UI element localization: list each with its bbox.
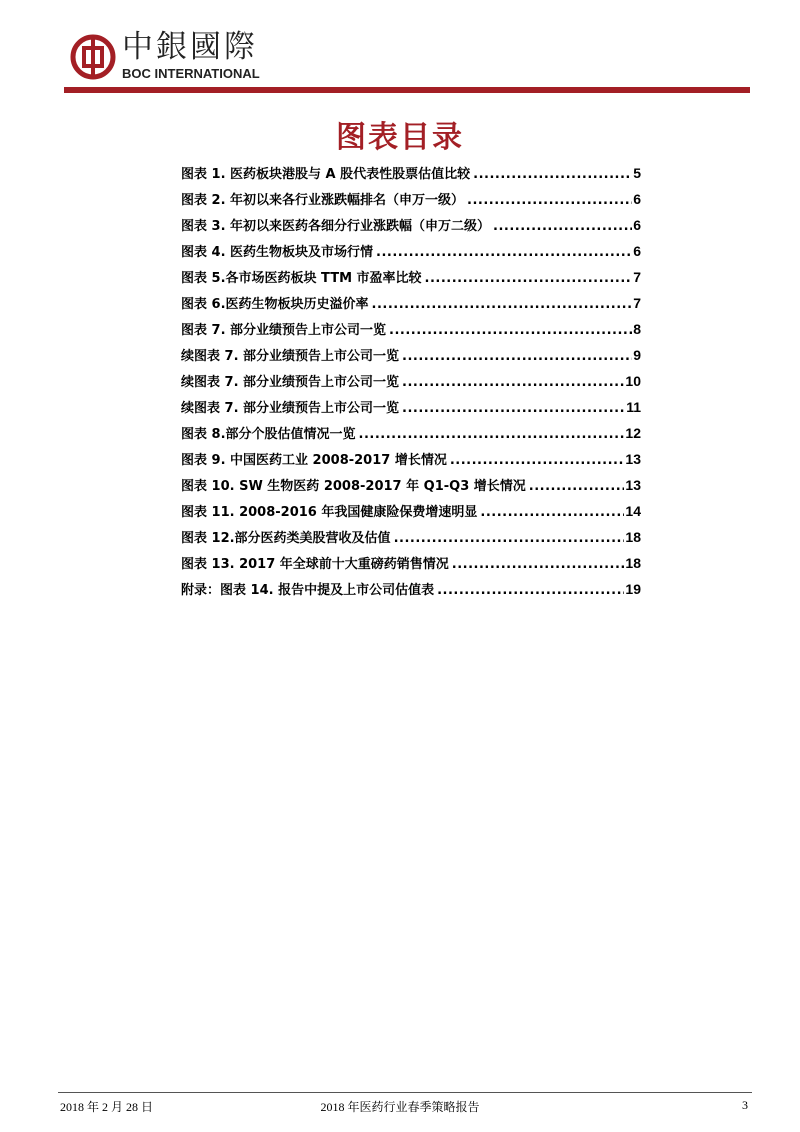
toc-entry-title[interactable]: 图表 2. 年初以来各行业涨跌幅排名（申万一级） [181, 193, 465, 208]
toc-dot-leader [467, 188, 632, 214]
toc-entry-title[interactable]: 续图表 7. 部分业绩预告上市公司一览 [181, 401, 400, 416]
toc-entry-title[interactable]: 续图表 7. 部分业绩预告上市公司一览 [181, 375, 400, 390]
toc-dot-leader [402, 396, 625, 422]
toc-entry-title[interactable]: 图表 12.部分医药类美股营收及估值 [181, 531, 391, 546]
toc-entry-title[interactable]: 图表 6.医药生物板块历史溢价率 [181, 297, 369, 312]
header-divider [64, 87, 750, 93]
toc-dot-leader [437, 578, 624, 604]
toc-entry-title[interactable]: 图表 7. 部分业绩预告上市公司一览 [181, 323, 387, 338]
toc-dot-leader [529, 474, 625, 500]
page-title: 图表目录 [336, 120, 464, 155]
toc-entry-page[interactable]: 18 [625, 555, 641, 571]
toc-dot-leader [394, 526, 625, 552]
page-header [0, 0, 800, 100]
toc-entry-page[interactable]: 6 [633, 191, 641, 207]
toc-entry[interactable] [181, 446, 641, 472]
toc-entry-page[interactable]: 11 [626, 399, 641, 415]
toc-dot-leader [450, 448, 625, 474]
toc-entry[interactable] [181, 524, 641, 550]
toc-entry-title[interactable]: 图表 5.各市场医药板块 TTM 市盈率比较 [181, 271, 422, 286]
footer-report-title: 2018 年医药行业春季策略报告 [320, 1100, 480, 1114]
toc-entry-page[interactable]: 12 [625, 425, 641, 441]
toc-dot-leader [480, 500, 624, 526]
boc-logo-icon [70, 34, 116, 80]
toc-dot-leader [372, 292, 633, 318]
toc-dot-leader [359, 422, 625, 448]
logo-english-name: BOC INTERNATIONAL [122, 66, 260, 81]
toc-dot-leader [473, 162, 632, 188]
toc-entry-page[interactable]: 6 [633, 243, 641, 259]
toc-entry-title[interactable]: 图表 3. 年初以来医药各细分行业涨跌幅（申万二级） [181, 219, 491, 234]
toc-entry-page[interactable]: 7 [633, 269, 641, 285]
toc-entry[interactable] [181, 550, 641, 576]
toc-entry[interactable] [181, 186, 641, 212]
toc-entry[interactable] [181, 420, 641, 446]
toc-dot-leader [493, 214, 632, 240]
toc-entry-page[interactable]: 7 [633, 295, 641, 311]
toc-entry-page[interactable]: 6 [633, 217, 641, 233]
toc-entry-page[interactable]: 8 [633, 321, 641, 337]
toc-entry[interactable] [181, 212, 641, 238]
toc-dot-leader [452, 552, 625, 578]
toc-entry[interactable] [181, 238, 641, 264]
toc-entry-page[interactable]: 18 [625, 529, 641, 545]
toc-entry-title[interactable]: 附录：图表 14. 报告中提及上市公司估值表 [181, 583, 435, 598]
toc-entry-title[interactable]: 图表 13. 2017 年全球前十大重磅药销售情况 [181, 557, 449, 572]
logo-chinese-name: 中銀國際 [122, 29, 258, 65]
toc-entry-title[interactable]: 图表 9. 中国医药工业 2008-2017 增长情况 [181, 453, 447, 468]
toc-entry[interactable] [181, 342, 641, 368]
toc-entry[interactable] [181, 264, 641, 290]
toc-dot-leader [402, 370, 624, 396]
toc-entry-title[interactable]: 图表 8.部分个股估值情况一览 [181, 427, 356, 442]
toc-entry-page[interactable]: 14 [625, 503, 641, 519]
toc-dot-leader [376, 240, 632, 266]
toc-entry[interactable] [181, 576, 641, 602]
toc-entry-page[interactable]: 9 [633, 347, 641, 363]
table-of-figures [181, 160, 641, 602]
toc-entry[interactable] [181, 316, 641, 342]
toc-entry-title[interactable]: 续图表 7. 部分业绩预告上市公司一览 [181, 349, 400, 364]
footer-page-number: 3 [742, 1098, 748, 1112]
toc-dot-leader [402, 344, 632, 370]
toc-entry[interactable] [181, 368, 641, 394]
toc-entry-page[interactable]: 19 [625, 581, 641, 597]
toc-entry-page[interactable]: 13 [625, 451, 641, 467]
toc-entry[interactable] [181, 472, 641, 498]
toc-entry[interactable] [181, 160, 641, 186]
toc-entry-page[interactable]: 10 [625, 373, 641, 389]
toc-entry[interactable] [181, 290, 641, 316]
toc-entry-title[interactable]: 图表 10. SW 生物医药 2008-2017 年 Q1-Q3 增长情况 [181, 479, 526, 494]
toc-entry[interactable] [181, 498, 641, 524]
toc-entry-title[interactable]: 图表 4. 医药生物板块及市场行情 [181, 245, 374, 260]
toc-entry-title[interactable]: 图表 11. 2008-2016 年我国健康险保费增速明显 [181, 505, 478, 520]
toc-entry[interactable] [181, 394, 641, 420]
toc-entry-page[interactable]: 5 [633, 165, 641, 181]
footer-divider [58, 1092, 752, 1093]
toc-dot-leader [425, 266, 633, 292]
toc-entry-title[interactable]: 图表 1. 医药板块港股与 A 股代表性股票估值比较 [181, 167, 471, 182]
toc-dot-leader [389, 318, 632, 344]
toc-entry-page[interactable]: 13 [625, 477, 641, 493]
footer-date: 2018 年 2 月 28 日 [60, 1100, 154, 1114]
